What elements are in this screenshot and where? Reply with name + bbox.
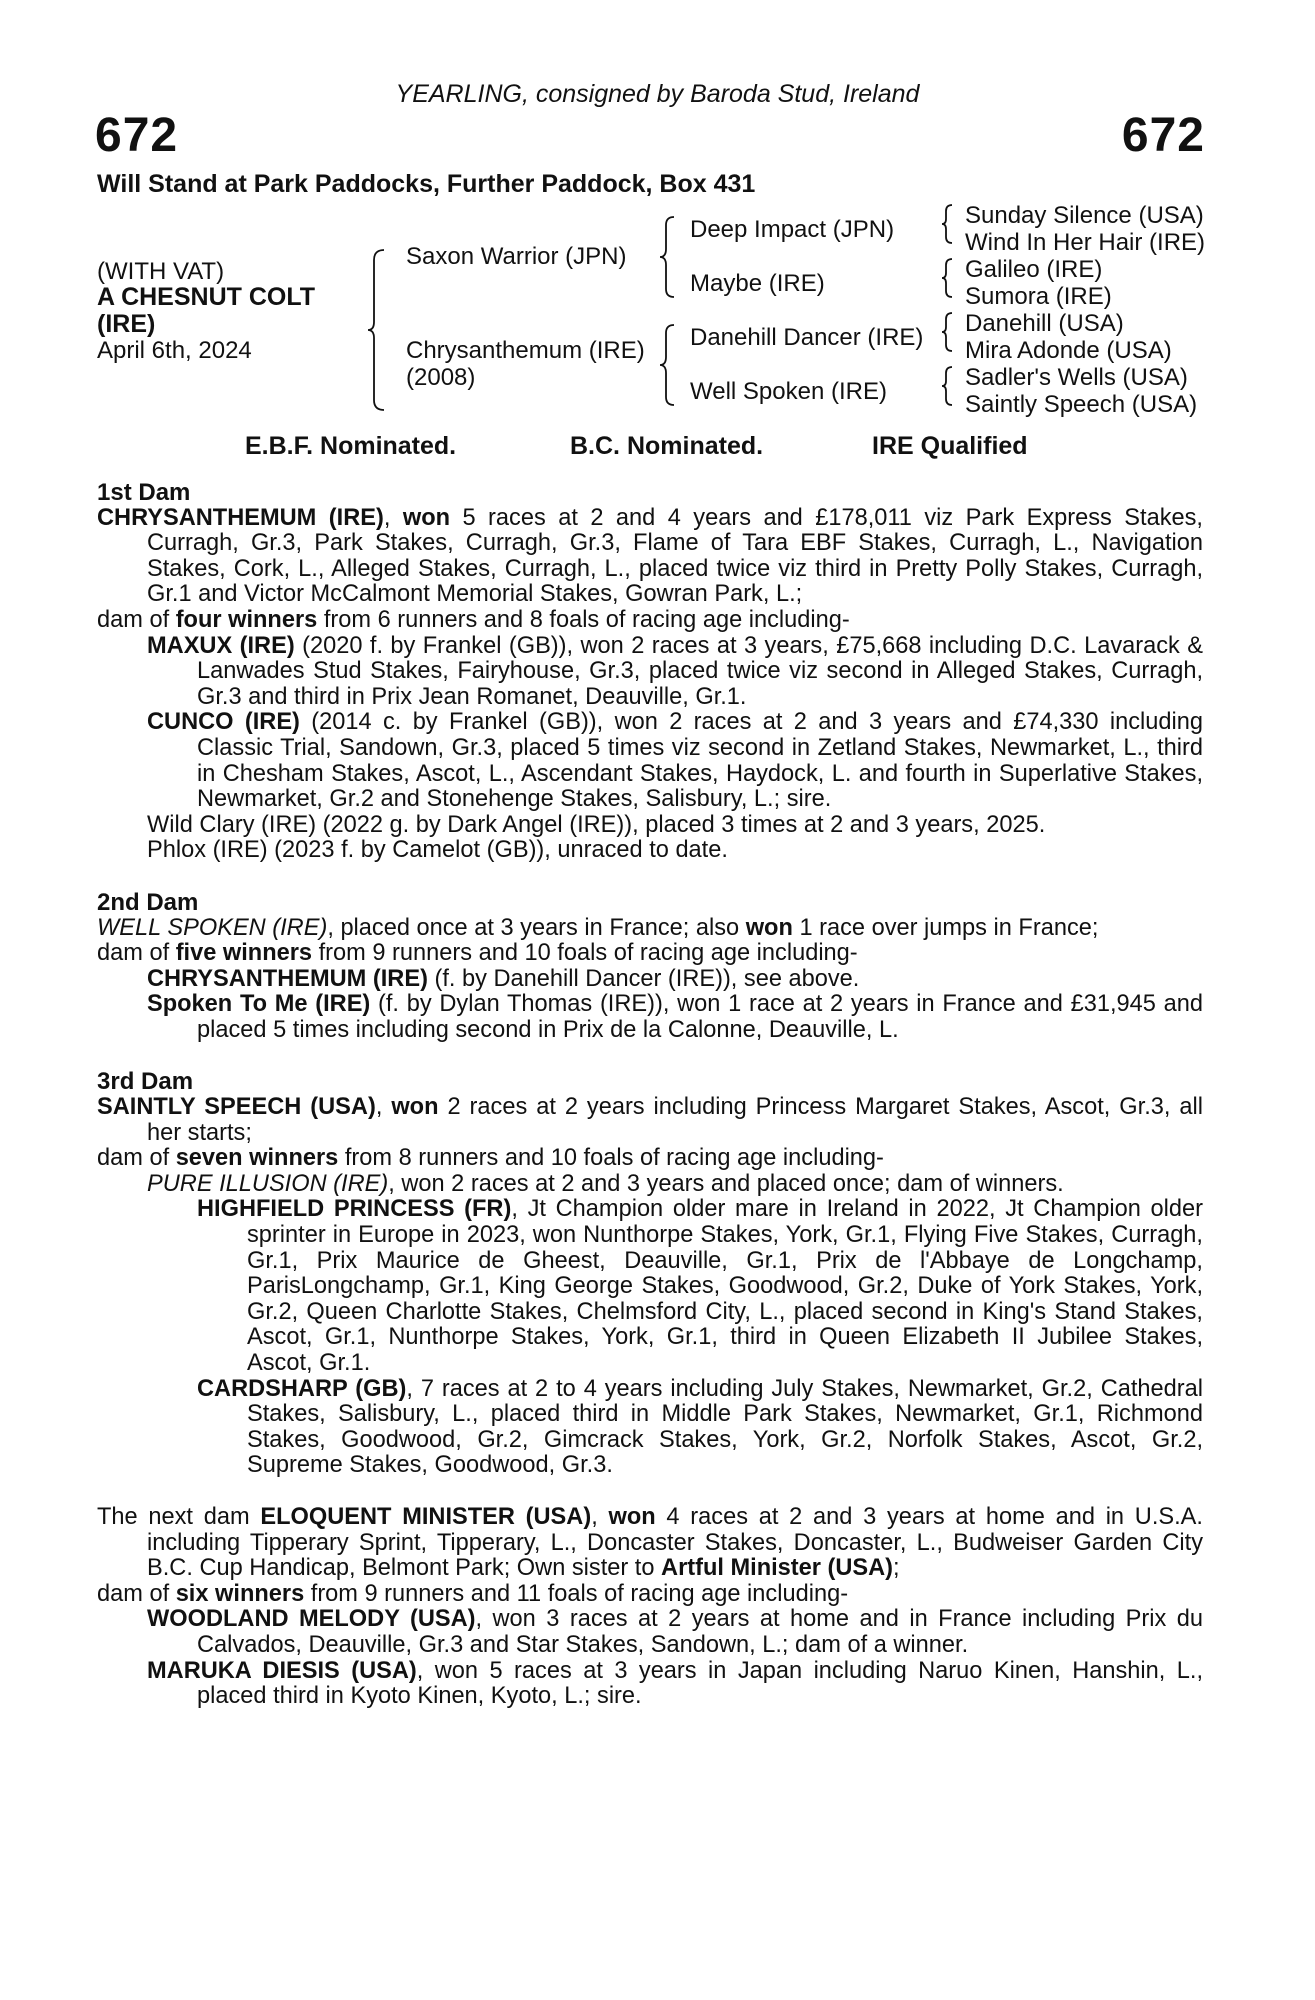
vat-note: (WITH VAT) [97, 258, 225, 285]
second-dam-foal-chrysanthemum: CHRYSANTHEMUM (IRE) (f. by Danehill Dancer (IRE)), see above. [147, 965, 860, 992]
first-dam-foal-wild-clary: Wild Clary (IRE) (2022 g. by Dark Angel (IRE)), placed 3 times at 2 and 3 years, 2025. [147, 811, 1046, 838]
next-dam-record: The next dam ELOQUENT MINISTER (USA), won 4 races at 2 and 3 years at home and in U.S.A. including Tipperary Sprint, Tipperary, L., Doncaster Stakes, Doncaster, L., Budweiser Garden City B.C. Cup Handicap, Belmont Park; Own sister to Artful Minister (USA); [97, 1503, 1203, 1582]
second-dam-produce: dam of five winners from 9 runners and 10 foals of racing age including- [97, 940, 858, 967]
horse-origin: (IRE) [97, 310, 156, 338]
second-dam-foal-spoken-to-me: Spoken To Me (IRE) (f. by Dylan Thomas (IRE)), won 1 race at 2 years in France and £31,945 and placed 5 times including second in Prix de la Calonne, Deauville, L. [147, 991, 1203, 1043]
next-dam-produce: dam of six winners from 9 runners and 11 foals of racing age including- [97, 1580, 849, 1607]
pedigree-dam-dam: Well Spoken (IRE) [690, 378, 887, 405]
first-dam-foal-phlox: Phlox (IRE) (2023 f. by Camelot (GB)), unraced to date. [147, 837, 728, 864]
stand-location: Will Stand at Park Paddocks, Further Paddock, Box 431 [97, 170, 756, 198]
pedigree-dam: Chrysanthemum (IRE) [406, 337, 645, 364]
pedigree-dss: Danehill (USA) [965, 310, 1124, 337]
pedigree-bracket-sd [940, 257, 956, 299]
second-dam-record: WELL SPOKEN (IRE), placed once at 3 years in France; also won 1 race over jumps in France; [97, 914, 1099, 941]
pedigree-dam-sire: Danehill Dancer (IRE) [690, 324, 924, 351]
third-dam-produce: dam of seven winners from 8 runners and 10 foals of racing age including- [97, 1145, 884, 1172]
pedigree-ddd: Saintly Speech (USA) [965, 391, 1198, 418]
ebf-nomination: E.B.F. Nominated. [245, 432, 457, 460]
first-dam-foal-cunco: CUNCO (IRE) (2014 c. by Frankel (GB)), won 2 races at 2 and 3 years and £74,330 including Classic Trial, Sandown, Gr.3, placed 5 times viz second in Zetland Stakes, Newmarket, L., third in Chesham Stakes, Ascot, L., Ascendant Stakes, Haydock, L. and fourth in Superlative Stakes, Newmarket, Gr.2 and Stonehenge Stakes, Salisbury, L.; sire. [147, 709, 1204, 813]
pedigree-sire-dam: Maybe (IRE) [690, 270, 825, 297]
pedigree-dds: Sadler's Wells (USA) [965, 364, 1188, 391]
pedigree-sire-sire: Deep Impact (JPN) [690, 216, 895, 243]
ire-qualified: IRE Qualified [872, 432, 1028, 460]
pedigree-sss: Sunday Silence (USA) [965, 202, 1204, 229]
first-dam-record: CHRYSANTHEMUM (IRE), won 5 races at 2 and 4 years and £178,011 viz Park Express Stakes, Curragh, Gr.3, Park Stakes, Curragh, Gr.3, Flame of Tara EBF Stakes, Curragh, L., Navigation Stakes, Cork, L., Alleged Stakes, Curragh, L., placed twice viz third in Pretty Polly Stakes, Curragh, Gr.1 and Victor McCalmont Memorial Stakes, Gowran Park, L.; [97, 504, 1203, 608]
pedigree-bracket-main [370, 248, 390, 413]
horse-dob: April 6th, 2024 [97, 337, 252, 364]
third-dam-daughter-pure-illusion: PURE ILLUSION (IRE), won 2 races at 2 and 3 years and placed once; dam of winners. [147, 1170, 1064, 1197]
pedigree-bracket-dd [940, 365, 956, 407]
consignor-line: YEARLING, consigned by Baroda Stud, Ireland [395, 80, 920, 108]
third-dam-grandson-cardsharp: CARDSHARP (GB), 7 races at 2 to 4 years including July Stakes, Newmarket, Gr.2, Cathedral Stakes, Salisbury, L., placed third in Middle Park Stakes, Newmarket, Gr.1, Richmond Stakes, Goodwood, Gr.2, Gimcrack Stakes, York, Gr.2, Norfolk Stakes, Ascot, Gr.2, Supreme Stakes, Goodwood, Gr.3. [197, 1375, 1203, 1479]
bc-nomination: B.C. Nominated. [570, 432, 764, 460]
next-dam-foal-maruka-diesis: MARUKA DIESIS (USA), won 5 races at 3 years in Japan including Naruo Kinen, Hanshin, L., placed third in Kyoto Kinen, Kyoto, L.; sire. [147, 1657, 1203, 1710]
first-dam-produce: dam of four winners from 6 runners and 8 foals of racing age including- [97, 606, 850, 633]
third-dam-heading: 3rd Dam [97, 1068, 194, 1096]
pedigree-dsd: Mira Adonde (USA) [965, 337, 1172, 364]
lot-number-left: 672 [95, 109, 179, 162]
lot-number-right: 672 [1121, 109, 1205, 162]
pedigree-sds: Galileo (IRE) [965, 256, 1103, 283]
pedigree-sire: Saxon Warrior (JPN) [406, 243, 627, 270]
pedigree-bracket-ss [940, 203, 956, 245]
pedigree-ssd: Wind In Her Hair (IRE) [965, 229, 1206, 256]
next-dam-foal-woodland-melody: WOODLAND MELODY (USA), won 3 races at 2 years at home and in France including Prix du Calvados, Deauville, Gr.3 and Star Stakes, Sandown, L.; dam of a winner. [147, 1606, 1203, 1658]
third-dam-record: SAINTLY SPEECH (USA), won 2 races at 2 years including Princess Margaret Stakes, Ascot, Gr.3, all her starts; [97, 1094, 1203, 1146]
pedigree-dam-year: (2008) [406, 364, 476, 391]
pedigree-bracket-sire [660, 215, 680, 301]
pedigree-sdd: Sumora (IRE) [965, 283, 1112, 310]
third-dam-granddaughter-highfield-princess: HIGHFIELD PRINCESS (FR), Jt Champion older mare in Ireland in 2022, Jt Champion older sprinter in Europe in 2023, won Nunthorpe Stakes, York, Gr.1, Flying Five Stakes, Curragh, Gr.1, Prix Maurice de Gheest, Deauville, Gr.1, Prix de l'Abbaye de Longchamp, ParisLongchamp, Gr.1, King George Stakes, Goodwood, Gr.2, Duke of York Stakes, York, Gr.2, Queen Charlotte Stakes, Chelmsford City, L., placed second in King's Stand Stakes, Ascot, Gr.1, Nunthorpe Stakes, York, Gr.1, third in Queen Elizabeth II Jubilee Stakes, Ascot, Gr.1. [197, 1196, 1203, 1376]
first-dam-heading: 1st Dam [97, 479, 191, 506]
first-dam-foal-maxux: MAXUX (IRE) (2020 f. by Frankel (GB)), won 2 races at 3 years, £75,668 including D.C. Lavarack & Lanwades Stud Stakes, Fairyhouse, Gr.3, placed twice viz second in Alleged Stakes, Curragh, Gr.3 and third in Prix Jean Romanet, Deauville, Gr.1. [147, 632, 1203, 710]
pedigree-bracket-dam [660, 323, 680, 409]
second-dam-heading: 2nd Dam [97, 888, 199, 916]
pedigree-bracket-ds [940, 311, 956, 353]
horse-name: A CHESNUT COLT [97, 283, 316, 311]
catalogue-body [97, 480, 1203, 1710]
